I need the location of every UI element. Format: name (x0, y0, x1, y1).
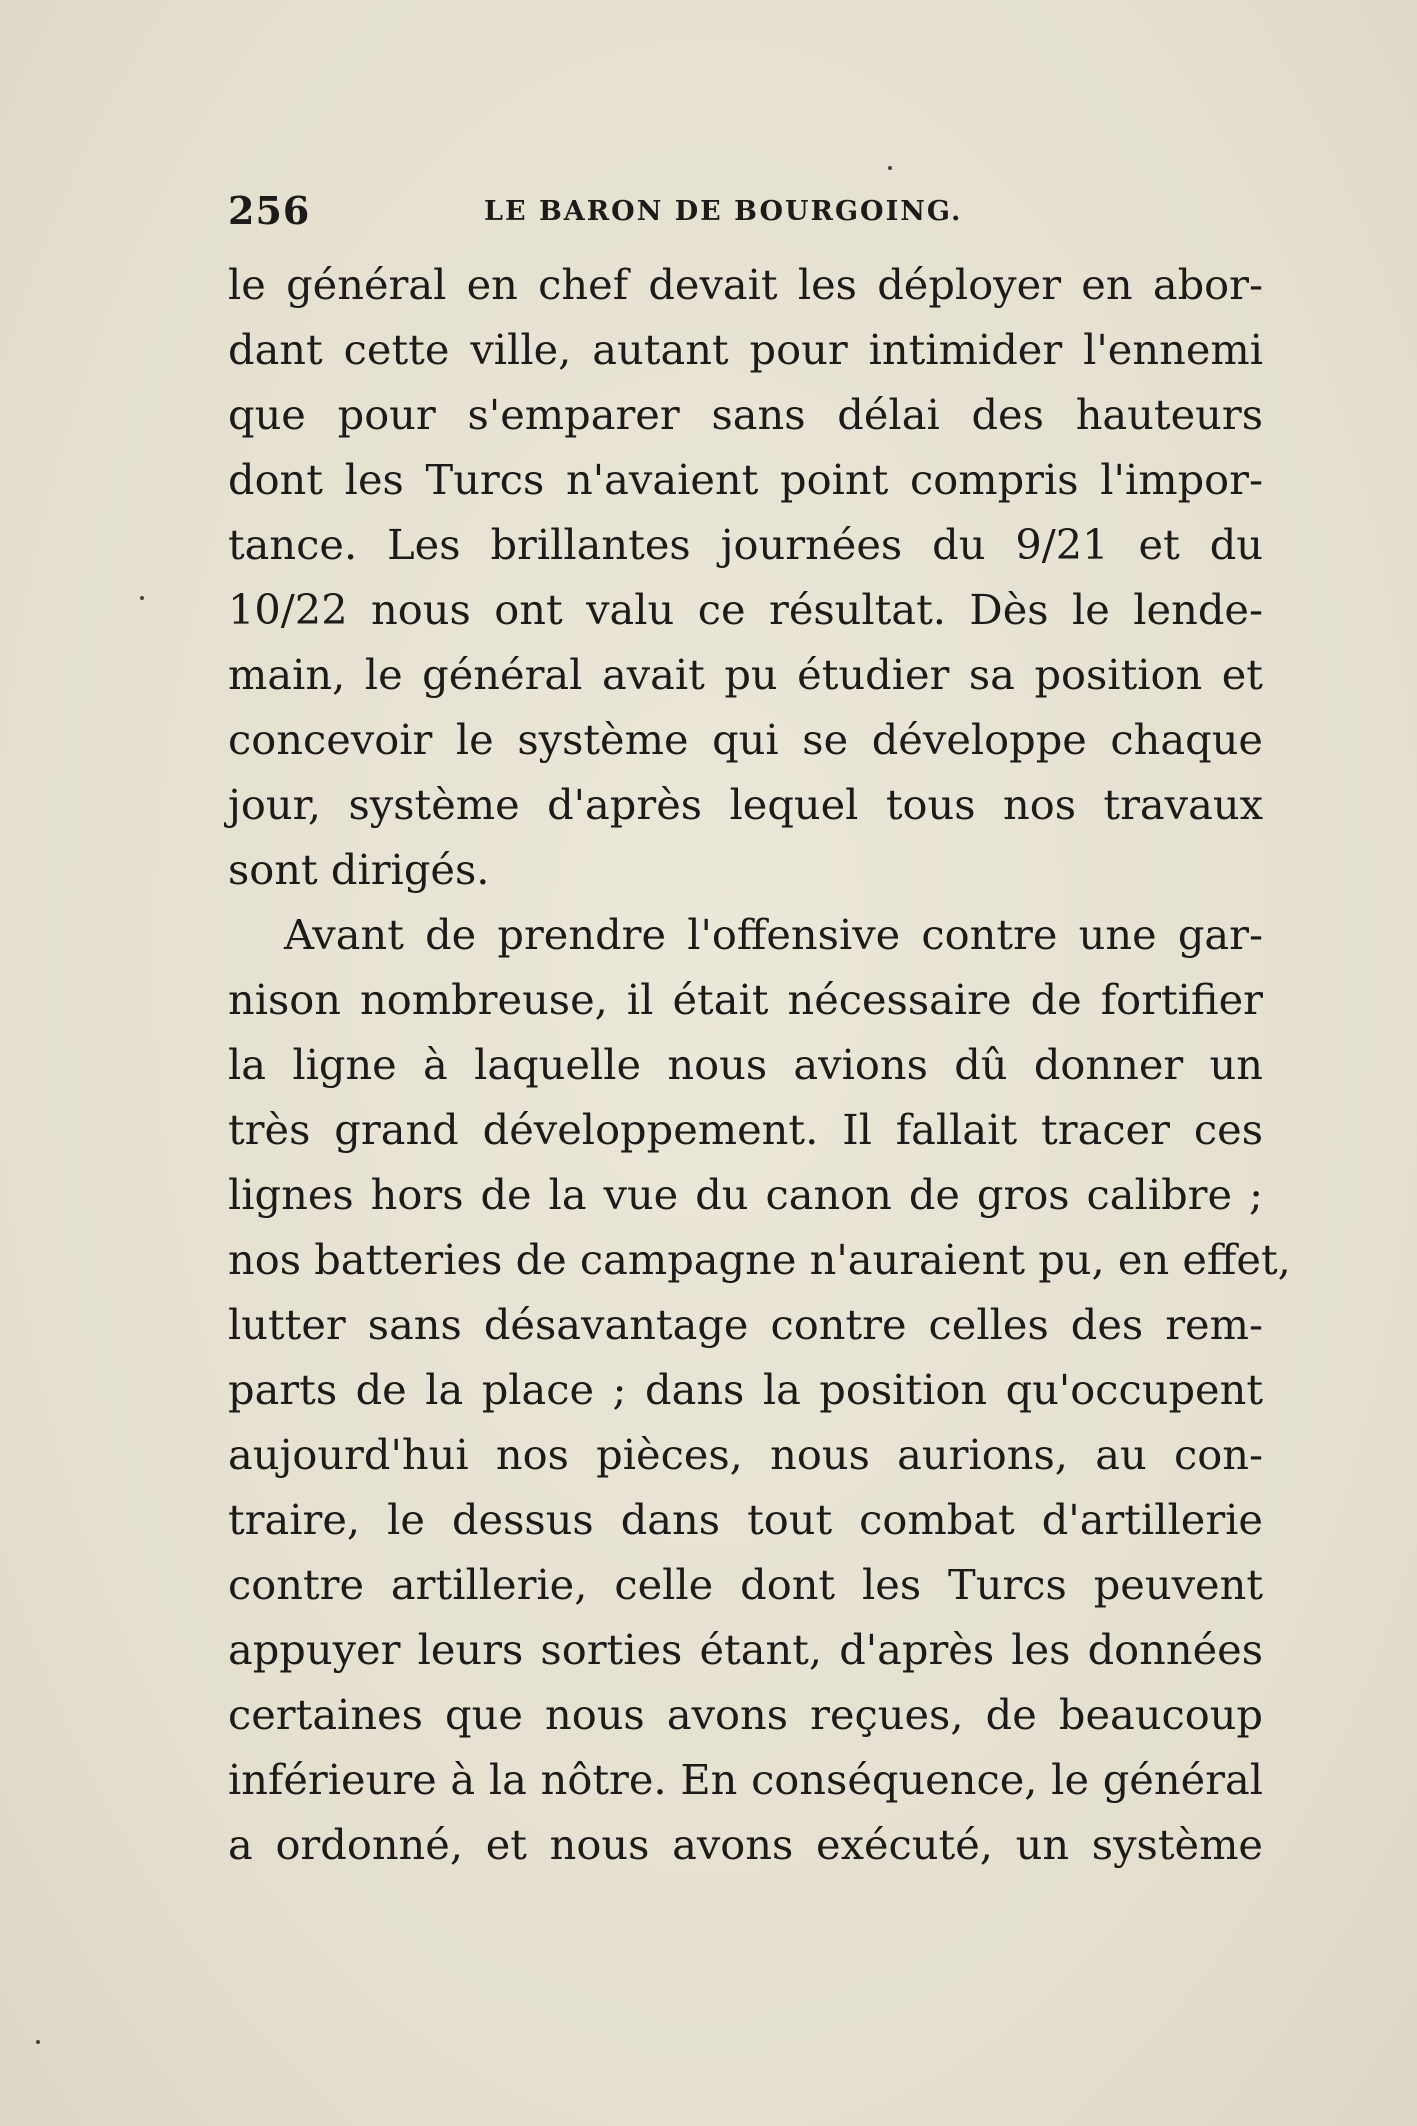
paragraph (228, 252, 1263, 902)
text-line: contre artillerie, celle dont les Turcs peuvent (228, 1560, 1263, 1609)
text-line: nison nombreuse, il était nécessaire de fortifier (228, 975, 1263, 1024)
text-line: lignes hors de la vue du canon de gros calibre ; (228, 1170, 1263, 1219)
running-head (228, 188, 1263, 238)
text-line: que pour s'emparer sans délai des hauteurs (228, 390, 1263, 439)
text-line: a ordonné, et nous avons exécuté, un système (228, 1820, 1263, 1869)
text-line: jour, système d'après lequel tous nos travaux (228, 780, 1263, 829)
text-line: nos batteries de campagne n'auraient pu, en effet, (228, 1235, 1291, 1284)
text-line: inférieure à la nôtre. En conséquence, le général (228, 1755, 1263, 1804)
speck (36, 2040, 40, 2044)
paragraph (228, 902, 1291, 1877)
speck (140, 596, 144, 600)
text-line: concevoir le système qui se développe chaque (228, 715, 1263, 764)
text-line: sont dirigés. (228, 845, 490, 894)
text-line: tance. Les brillantes journées du 9/21 et du (228, 520, 1263, 569)
speck (888, 166, 892, 170)
body-text (228, 252, 1291, 1877)
text-line: lutter sans désavantage contre celles des rem- (228, 1300, 1263, 1349)
text-line: main, le général avait pu étudier sa position et (228, 650, 1263, 699)
running-title: LE BARON DE BOURGOING. (484, 196, 963, 227)
text-line: traire, le dessus dans tout combat d'artillerie (228, 1495, 1263, 1544)
text-line: Avant de prendre l'offensive contre une gar- (284, 910, 1263, 959)
text-line: le général en chef devait les déployer en abor- (228, 260, 1263, 309)
text-line: parts de la place ; dans la position qu'occupent (228, 1365, 1263, 1414)
text-line: dant cette ville, autant pour intimider l'ennemi (228, 325, 1263, 374)
page-number: 256 (228, 188, 311, 233)
text-line: très grand développement. Il fallait tracer ces (228, 1105, 1263, 1154)
text-line: appuyer leurs sorties étant, d'après les données (228, 1625, 1263, 1674)
text-line: aujourd'hui nos pièces, nous aurions, au con- (228, 1430, 1263, 1479)
text-line: certaines que nous avons reçues, de beaucoup (228, 1690, 1263, 1739)
text-line: dont les Turcs n'avaient point compris l'impor- (228, 455, 1263, 504)
text-line: la ligne à laquelle nous avions dû donner un (228, 1040, 1263, 1089)
text-line: 10/22 nous ont valu ce résultat. Dès le lende- (228, 585, 1263, 634)
